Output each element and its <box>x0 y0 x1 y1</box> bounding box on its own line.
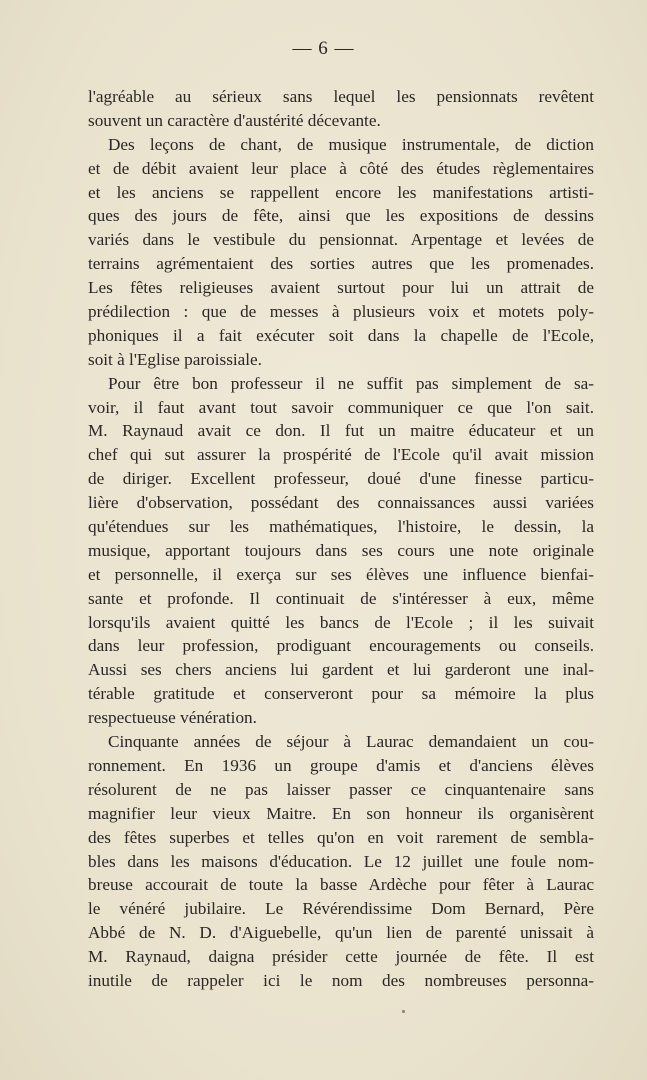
text-line: Abbé de N. D. d'Aiguebelle, qu'un lien de parenté unissait à <box>88 923 594 943</box>
text-line: térable gratitude et conserveront pour sa mémoire la plus <box>88 684 594 704</box>
text-line: Les fêtes religieuses avaient surtout pour lui un attrait de <box>88 278 594 298</box>
text-line: prédilection : que de messes à plusieurs voix et motets poly- <box>88 302 594 322</box>
paper-speck <box>402 1010 405 1013</box>
text-line: Aussi ses chers anciens lui gardent et lui garderont une inal- <box>88 660 594 680</box>
text-line: le vénéré jubilaire. Le Révérendissime Dom Bernard, Père <box>88 899 594 919</box>
text-line: breuse accourait de toute la basse Ardèche pour fêter à Laurac <box>88 875 594 895</box>
text-line: sante et profonde. Il continuait de s'intéresser à eux, même <box>88 588 594 608</box>
text-line: phoniques il a fait exécuter soit dans la chapelle de l'Ecole, <box>88 325 594 345</box>
text-line: et de débit avaient leur place à côté des études règlementaires <box>88 158 594 178</box>
text-line: Pour être bon professeur il ne suffit pas simplement de sa- <box>108 373 594 393</box>
text-line: variés dans le vestibule du pensionnat. Arpentage et levées de <box>88 230 594 250</box>
text-line: Des leçons de chant, de musique instrumentale, de diction <box>108 134 594 154</box>
text-line: musique, apportant toujours dans ses cours une note originale <box>88 540 594 560</box>
text-line: magnifier leur vieux Maitre. En son honneur ils organisèrent <box>88 803 594 823</box>
text-line: soit à l'Eglise paroissiale. <box>88 349 262 369</box>
text-line: et personnelle, il exerça sur ses élèves une influence bienfai- <box>88 564 594 584</box>
text-line: ronnement. En 1936 un groupe d'amis et d'anciens élèves <box>88 755 594 775</box>
text-line: dans leur profession, prodiguant encouragements ou conseils. <box>88 636 594 656</box>
text-line: M. Raynaud, daigna présider cette journée de fête. Il est <box>88 947 594 967</box>
text-line: des fêtes superbes et telles qu'on en voit rarement de sembla- <box>88 827 594 847</box>
text-line: respectueuse vénération. <box>88 708 257 728</box>
text-line: l'agréable au sérieux sans lequel les pensionnats revêtent <box>88 87 594 106</box>
page-number: — 6 — <box>292 38 355 59</box>
text-line: lière d'observation, possédant des connaissances aussi variées <box>88 493 594 513</box>
text-line: de diriger. Excellent professeur, doué d'une finesse particu- <box>88 469 594 489</box>
text-line: Cinquante années de séjour à Laurac demandaient un cou- <box>108 732 594 752</box>
text-line: résolurent de ne pas laisser passer ce cinquantenaire sans <box>88 779 594 799</box>
text-line: voir, il faut avant tout savoir communiquer ce que l'on sait. <box>88 397 594 417</box>
text-line: bles dans les maisons d'éducation. Le 12 juillet une foule nom- <box>88 851 594 871</box>
text-line: souvent un caractère d'austérité décevante. <box>88 110 381 130</box>
text-line: terrains agrémentaient des sorties autres que les promenades. <box>88 254 594 274</box>
body-text <box>88 85 594 993</box>
text-line: qu'étendues sur les mathématiques, l'histoire, le dessin, la <box>88 517 594 537</box>
text-line: lorsqu'ils avaient quitté les bancs de l'Ecole ; il les suivait <box>88 612 594 632</box>
text-line: chef qui sut assurer la prospérité de l'Ecole qu'il avait mission <box>88 445 594 465</box>
text-line: et les anciens se rappellent encore les manifestations artisti- <box>88 182 594 202</box>
text-line: inutile de rappeler ici le nom des nombreuses personna- <box>88 970 594 990</box>
text-line: M. Raynaud avait ce don. Il fut un maitre éducateur et un <box>88 421 594 441</box>
text-line: ques des jours de fête, ainsi que les expositions de dessins <box>88 206 594 226</box>
